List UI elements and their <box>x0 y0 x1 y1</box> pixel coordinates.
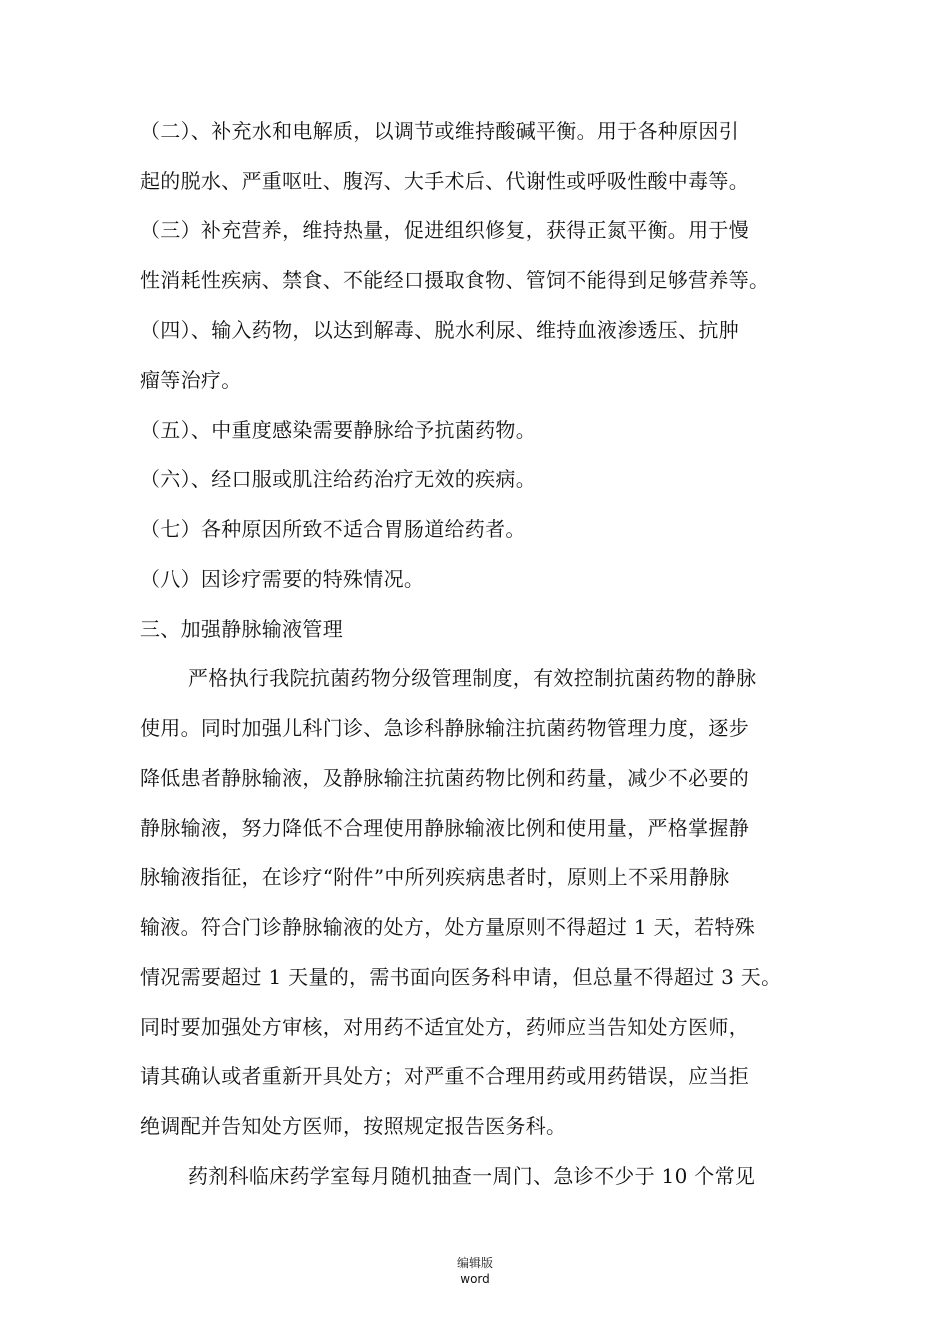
text-line: 性消耗性疾病、禁食、不能经口摄取食物、管饲不能得到足够营养等。 <box>140 268 770 292</box>
text-line: （四）、输入药物，以达到解毒、脱水利尿、维持血液渗透压、抗肿 <box>140 318 739 342</box>
text-line: 脉输液指征，在诊疗“附件”中所列疾病患者时，原则上不采用静脉 <box>140 865 730 889</box>
text-line: 降低患者静脉输液，及静脉输注抗菌药物比例和药量，减少不必要的 <box>140 766 749 790</box>
paragraph-first-line: 药剂科临床药学室每月随机抽查一周门、急诊不少于 10 个常见 <box>188 1164 756 1188</box>
section-heading: 三、加强静脉输液管理 <box>140 617 343 641</box>
text-line: 瘤等治疗。 <box>140 368 242 392</box>
footer-label: 编辑版 <box>456 1256 493 1270</box>
text-line: （八）因诊疗需要的特殊情况。 <box>140 567 425 591</box>
text-line: （七）各种原因所致不适合胃肠道给药者。 <box>140 517 526 541</box>
text-line: 绝调配并告知处方医师，按照规定报告医务科。 <box>140 1114 567 1138</box>
text-line: 情况需要超过 1 天量的，需书面向医务科申请，但总量不得超过 3 天。 <box>140 965 782 989</box>
text-line: 输液。符合门诊静脉输液的处方，处方量原则不得超过 1 天，若特殊 <box>140 915 756 939</box>
footer-label: word <box>460 1272 490 1286</box>
text-line: （三）补充营养，维持热量，促进组织修复，获得正氮平衡。用于慢 <box>140 218 749 242</box>
text-line: 静脉输液，努力降低不合理使用静脉输液比例和使用量，严格掌握静 <box>140 816 749 840</box>
text-line: 同时要加强处方审核，对用药不适宜处方，药师应当告知处方医师， <box>140 1015 749 1039</box>
text-line: （六）、经口服或肌注给药治疗无效的疾病。 <box>140 467 536 491</box>
text-line: 请其确认或者重新开具处方；对严重不合理用药或用药错误，应当拒 <box>140 1064 749 1088</box>
text-line: （二）、补充水和电解质，以调节或维持酸碱平衡。用于各种原因引 <box>140 119 739 143</box>
text-line: （五）、中重度感染需要静脉给予抗菌药物。 <box>140 418 536 442</box>
paragraph-first-line: 严格执行我院抗菌药物分级管理制度，有效控制抗菌药物的静脉 <box>188 666 757 690</box>
text-line: 起的脱水、严重呕吐、腹泻、大手术后、代谢性或呼吸性酸中毒等。 <box>140 169 749 193</box>
text-line: 使用。同时加强儿科门诊、急诊科静脉输注抗菌药物管理力度，逐步 <box>140 716 749 740</box>
